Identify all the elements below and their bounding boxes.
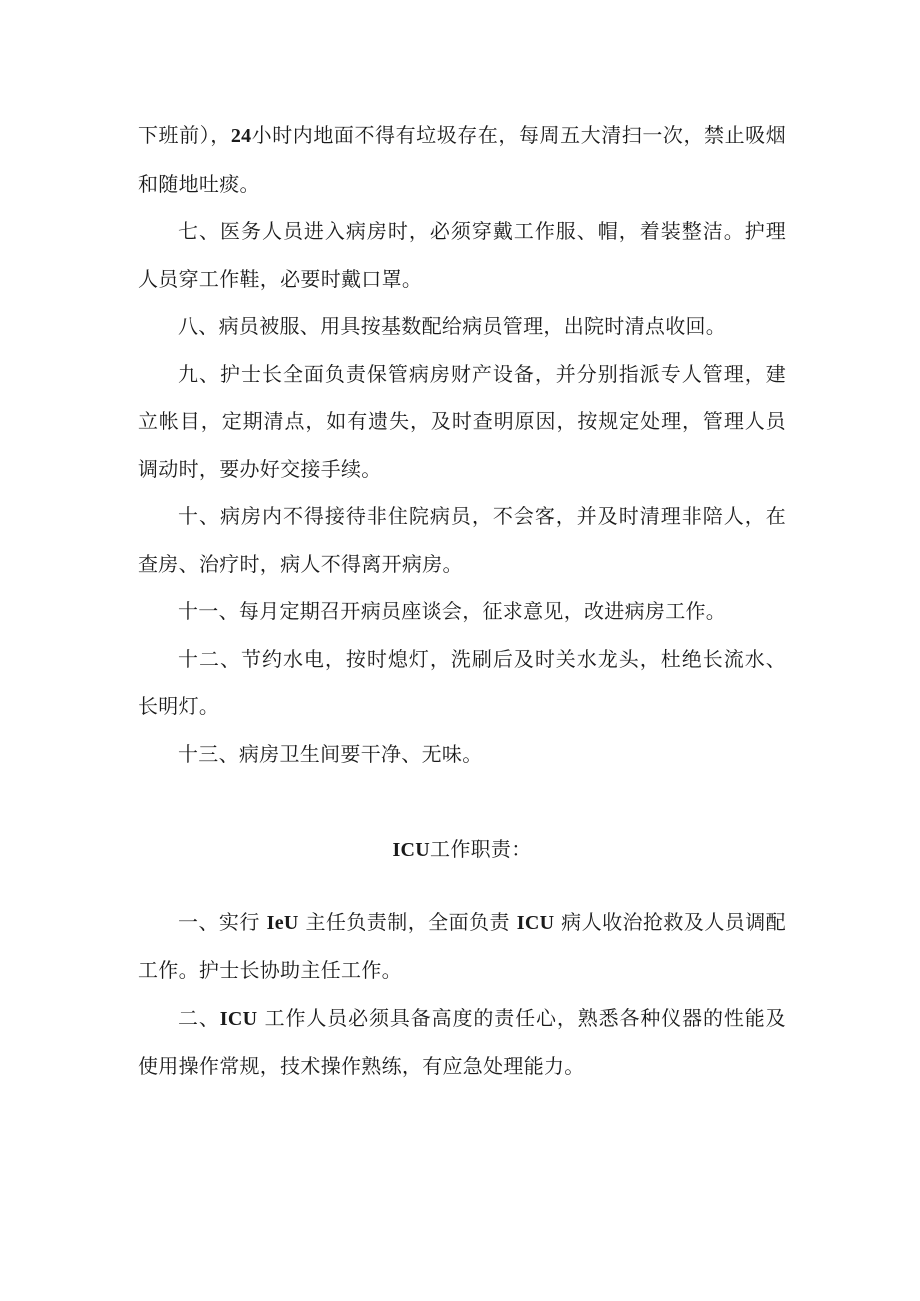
text-run: 病人收治抢救及人员调配工作。护士长协助主任工作。 — [138, 909, 786, 982]
bold-term: IeU — [266, 911, 299, 934]
paragraph-10: 十、病房内不得接待非住院病员，不会客，并及时清理非陪人，在查房、治疗时，病人不得离开病房。 — [138, 504, 786, 576]
text-run: 工作人员必须具备高度的责任心，熟悉各种仪器的性能及使用操作常规，技术操作熟练，有应急处理能力。 — [138, 1005, 786, 1078]
paragraph-8: 八、病员被服、用具按基数配给病员管理，出院时清点收回。 — [178, 314, 727, 338]
paragraph-9: 九、护士长全面负责保管病房财产设备，并分别指派专人管理，建立帐目，定期清点，如有遗失，及时查明原因，按规定处理，管理人员调动时，要办好交接手续。 — [138, 361, 786, 481]
text-run: 小时内地面不得有垃圾存在，每周五大清扫一次，禁止吸烟和随地吐痰。 — [138, 123, 786, 196]
paragraph-6-continued — [138, 112, 786, 208]
icu-paragraph-2 — [138, 995, 786, 1091]
bold-term: ICU — [219, 1007, 258, 1030]
paragraph-12: 十二、节约水电，按时熄灯，洗刷后及时关水龙头，杜绝长流水、长明灯。 — [138, 646, 786, 718]
paragraph-7: 七、医务人员进入病房时，必须穿戴工作服、帽，着装整洁。护理人员穿工作鞋，必要时戴口罩。 — [138, 219, 786, 291]
bold-term: ICU — [516, 911, 555, 934]
paragraph-11: 十一、每月定期召开病员座谈会，征求意见，改进病房工作。 — [178, 599, 727, 623]
bold-number: 24 — [230, 125, 252, 147]
icu-paragraph-1 — [138, 899, 786, 995]
text-run: 二、 — [178, 1005, 220, 1030]
section-heading — [138, 826, 786, 875]
document-body — [138, 112, 786, 1091]
paragraph-13: 十三、病房卫生间要干净、无味。 — [178, 741, 483, 766]
text-run: 一、实行 — [178, 909, 267, 934]
text-run: 下班前）， — [138, 123, 231, 147]
heading-text: 工作职责： — [430, 837, 532, 861]
heading-bold-term: ICU — [392, 839, 431, 861]
text-run: 主任负责制，全面负责 — [298, 909, 517, 934]
